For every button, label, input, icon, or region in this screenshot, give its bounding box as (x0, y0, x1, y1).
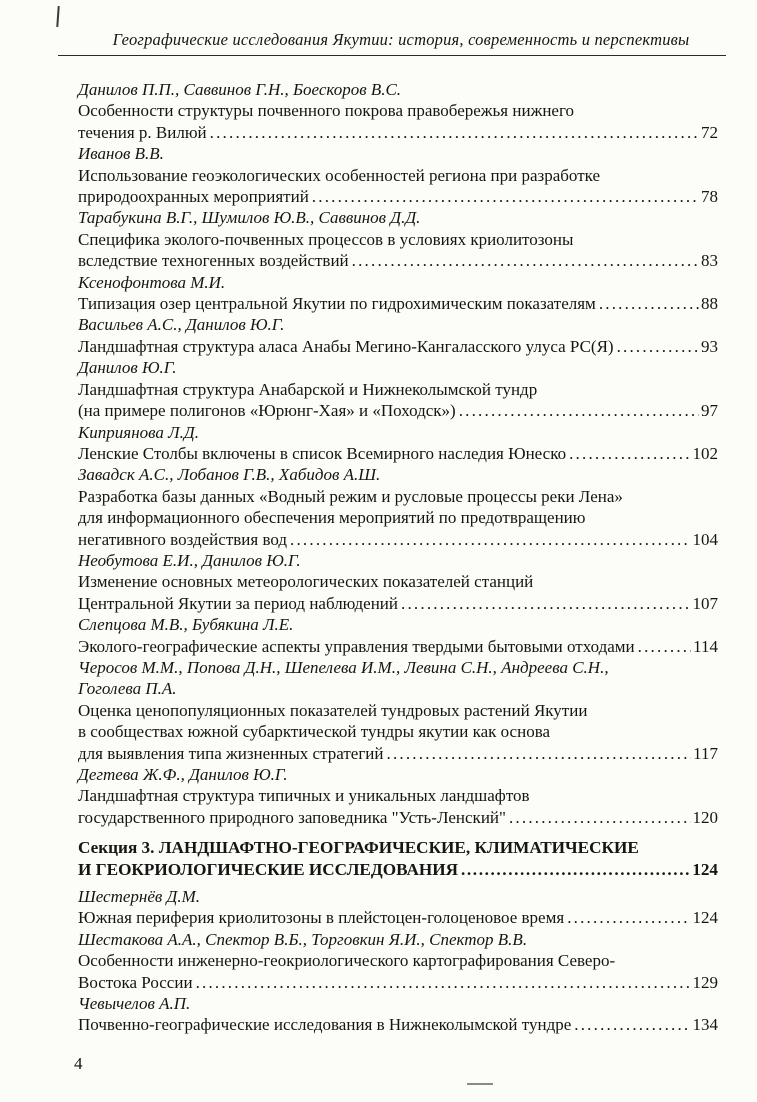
entry-authors: Ксенофонтова М.И. (78, 272, 226, 292)
entry-authors: Иванов В.В. (78, 144, 164, 164)
running-header (78, 30, 718, 56)
entry-authors: Черосов М.М., Попова Д.Н., Шепелева И.М., Левина С.Н., Андреева С.Н., (78, 657, 609, 677)
dot-leader (638, 636, 691, 657)
entry-title-line: Особенности инженерно-геокриологического картографирования Северо- (78, 951, 616, 971)
entry-authors: Шестакова А.А., Спектор В.Б., Торговкин Я.И., Спектор В.В. (78, 929, 528, 949)
entry-title-lastline (78, 293, 718, 314)
entry-title-line: Разработка базы данных «Водный режим и русловые процессы реки Лена» (78, 486, 623, 506)
entry-title-line: Специфика эколого-почвенных процессов в условиях криолитозоны (78, 229, 574, 249)
entry-title-line: Ландшафтная структура Анабарской и Нижнеколымской тундр (78, 379, 538, 399)
page-number: 114 (693, 636, 718, 656)
entry-title-text: Ландшафтная структура аласа Анабы Мегино-Кангаласского улуса РС(Я) (78, 336, 614, 356)
entry-title-text: Востока России (78, 972, 193, 992)
page-number: 102 (692, 443, 718, 463)
scan-artifact (467, 1083, 493, 1085)
dot-leader (210, 122, 699, 143)
dot-leader (617, 336, 699, 357)
toc-entry (78, 886, 718, 929)
entry-title-lastline (78, 250, 718, 271)
entry-title-text: вследствие техногенных воздействий (78, 251, 349, 271)
page-number: 72 (701, 122, 718, 142)
entry-authors: Шестернёв Д.М. (78, 887, 201, 907)
section-heading (78, 837, 718, 880)
entry-authors: Гоголева П.А. (78, 679, 177, 699)
entry-authors: Киприянова Л.Д. (78, 422, 199, 442)
entry-authors: Данилов Ю.Г. (78, 358, 177, 378)
dot-leader (352, 250, 699, 271)
entry-authors: Васильев А.С., Данилов Ю.Г. (78, 315, 285, 335)
entry-title-lastline (78, 186, 718, 207)
page-number: 120 (692, 807, 718, 827)
dot-leader (574, 1014, 690, 1035)
header-rule (58, 55, 726, 56)
section-heading-text: И ГЕОКРИОЛОГИЧЕСКИЕ ИССЛЕДОВАНИЯ (78, 859, 459, 879)
page-number: 78 (701, 187, 718, 207)
entry-authors: Дегтева Ж.Ф., Данилов Ю.Г. (78, 765, 288, 784)
dot-leader (461, 859, 690, 880)
entry-authors: Чевычелов А.П. (78, 994, 191, 1014)
toc-entry (78, 422, 718, 465)
entry-authors: Необутова Е.И., Данилов Ю.Г. (78, 550, 301, 570)
dot-leader (459, 400, 699, 421)
entry-authors: Завадск А.С., Лобанов Г.В., Хабидов А.Ш. (78, 465, 381, 485)
entry-title-line: Ландшафтная структура типичных и уникальных ландшафтов (78, 786, 530, 806)
entry-authors: Данилов П.П., Саввинов Г.Н., Боескоров В.С. (78, 80, 402, 99)
entry-title-line: Оценка ценопопуляционных показателей тундровых растений Якутии (78, 700, 588, 720)
dot-leader (509, 807, 691, 828)
dot-leader (312, 186, 699, 207)
toc-entry (78, 272, 718, 315)
toc-entry (78, 657, 718, 764)
page-number: 83 (701, 251, 718, 271)
folio-page-number: 4 (74, 1054, 83, 1073)
toc-entry (78, 357, 718, 421)
entry-title-text: Ленские Столбы включены в список Всемирного наследия Юнеско (78, 443, 567, 463)
page-number: 117 (693, 743, 718, 763)
toc-entry (78, 314, 718, 357)
entry-title-lastline (78, 593, 718, 614)
page-number: 124 (692, 908, 718, 928)
scan-artifact (56, 6, 59, 27)
entry-title-line: Использование геоэкологических особенностей региона при разработке (78, 165, 601, 185)
entry-title-text: течения р. Вилюй (78, 122, 207, 142)
dot-leader (569, 443, 690, 464)
entry-title-text: для выявления типа жизненных стратегий (78, 743, 384, 763)
page-number: 129 (692, 972, 718, 992)
entry-title-line: в сообществах южной субарктической тундры якутии как основа (78, 722, 551, 742)
entry-title-lastline (78, 807, 718, 828)
section-heading-line: Секция 3. ЛАНДШАФТНО-ГЕОГРАФИЧЕСКИЕ, КЛИМАТИЧЕСКИЕ (78, 838, 639, 858)
entry-title-lastline (78, 336, 718, 357)
page-number: 93 (701, 336, 718, 356)
page-number: 134 (692, 1015, 718, 1035)
entry-title-lastline (78, 636, 718, 657)
page-number: 104 (692, 529, 718, 549)
entry-title-lastline (78, 743, 718, 764)
entry-title-lastline (78, 122, 718, 143)
entry-title-line: Изменение основных метеорологических показателей станций (78, 572, 534, 592)
running-header-text: Географические исследования Якутии: история, современность и перспективы (112, 30, 690, 49)
entry-title-text: Эколого-географические аспекты управления твердыми бытовыми отходами (78, 636, 635, 656)
toc-entry (78, 929, 718, 993)
entry-title-text: Центральной Якутии за период наблюдений (78, 593, 399, 613)
entry-title-lastline (78, 907, 718, 928)
dot-leader (196, 972, 691, 993)
toc-entry (78, 143, 718, 207)
page-number: 88 (701, 294, 718, 314)
toc-entry (78, 993, 718, 1036)
entry-title-text: Типизация озер центральной Якутии по гидрохимическим показателям (78, 294, 596, 314)
page-number: 124 (692, 859, 718, 879)
entry-title-text: негативного воздействия вод (78, 529, 288, 549)
entry-title-text: (на примере полигонов «Юрюнг-Хая» и «Походск») (78, 401, 456, 421)
dot-leader (401, 593, 690, 614)
entry-title-line: для информационного обеспечения мероприятий по предотвращению (78, 508, 586, 528)
entry-title-text: природоохранных мероприятий (78, 187, 309, 207)
table-of-contents (78, 79, 718, 1036)
toc-entry (78, 614, 718, 657)
entry-title-text: Южная периферия криолитозоны в плейстоцен-голоценовое время (78, 908, 565, 928)
entry-title-lastline (78, 400, 718, 421)
dot-leader (290, 529, 690, 550)
entry-title-line: Особенности структуры почвенного покрова правобережья нижнего (78, 101, 575, 121)
toc-entry (78, 550, 718, 614)
toc-entry (78, 207, 718, 271)
dot-leader (567, 907, 690, 928)
entry-authors: Слепцова М.В., Бубякина Л.Е. (78, 615, 294, 635)
toc-entry (78, 764, 718, 828)
page-number: 97 (701, 401, 718, 421)
entry-title-lastline (78, 529, 718, 550)
page-number: 107 (692, 593, 718, 613)
entry-title-text: Почвенно-географические исследования в Нижнеколымской тундре (78, 1015, 572, 1035)
entry-authors: Тарабукина В.Г., Шумилов Ю.В., Саввинов Д.Д. (78, 208, 421, 228)
entry-title-lastline (78, 972, 718, 993)
dot-leader (599, 293, 699, 314)
section-heading-lastline (78, 859, 718, 880)
toc-entry (78, 464, 718, 550)
dot-leader (387, 743, 692, 764)
toc-entry (78, 79, 718, 143)
entry-title-text: государственного природного заповедника "Усть-Ленский" (78, 807, 506, 827)
entry-title-lastline (78, 443, 718, 464)
entry-title-lastline (78, 1014, 718, 1035)
